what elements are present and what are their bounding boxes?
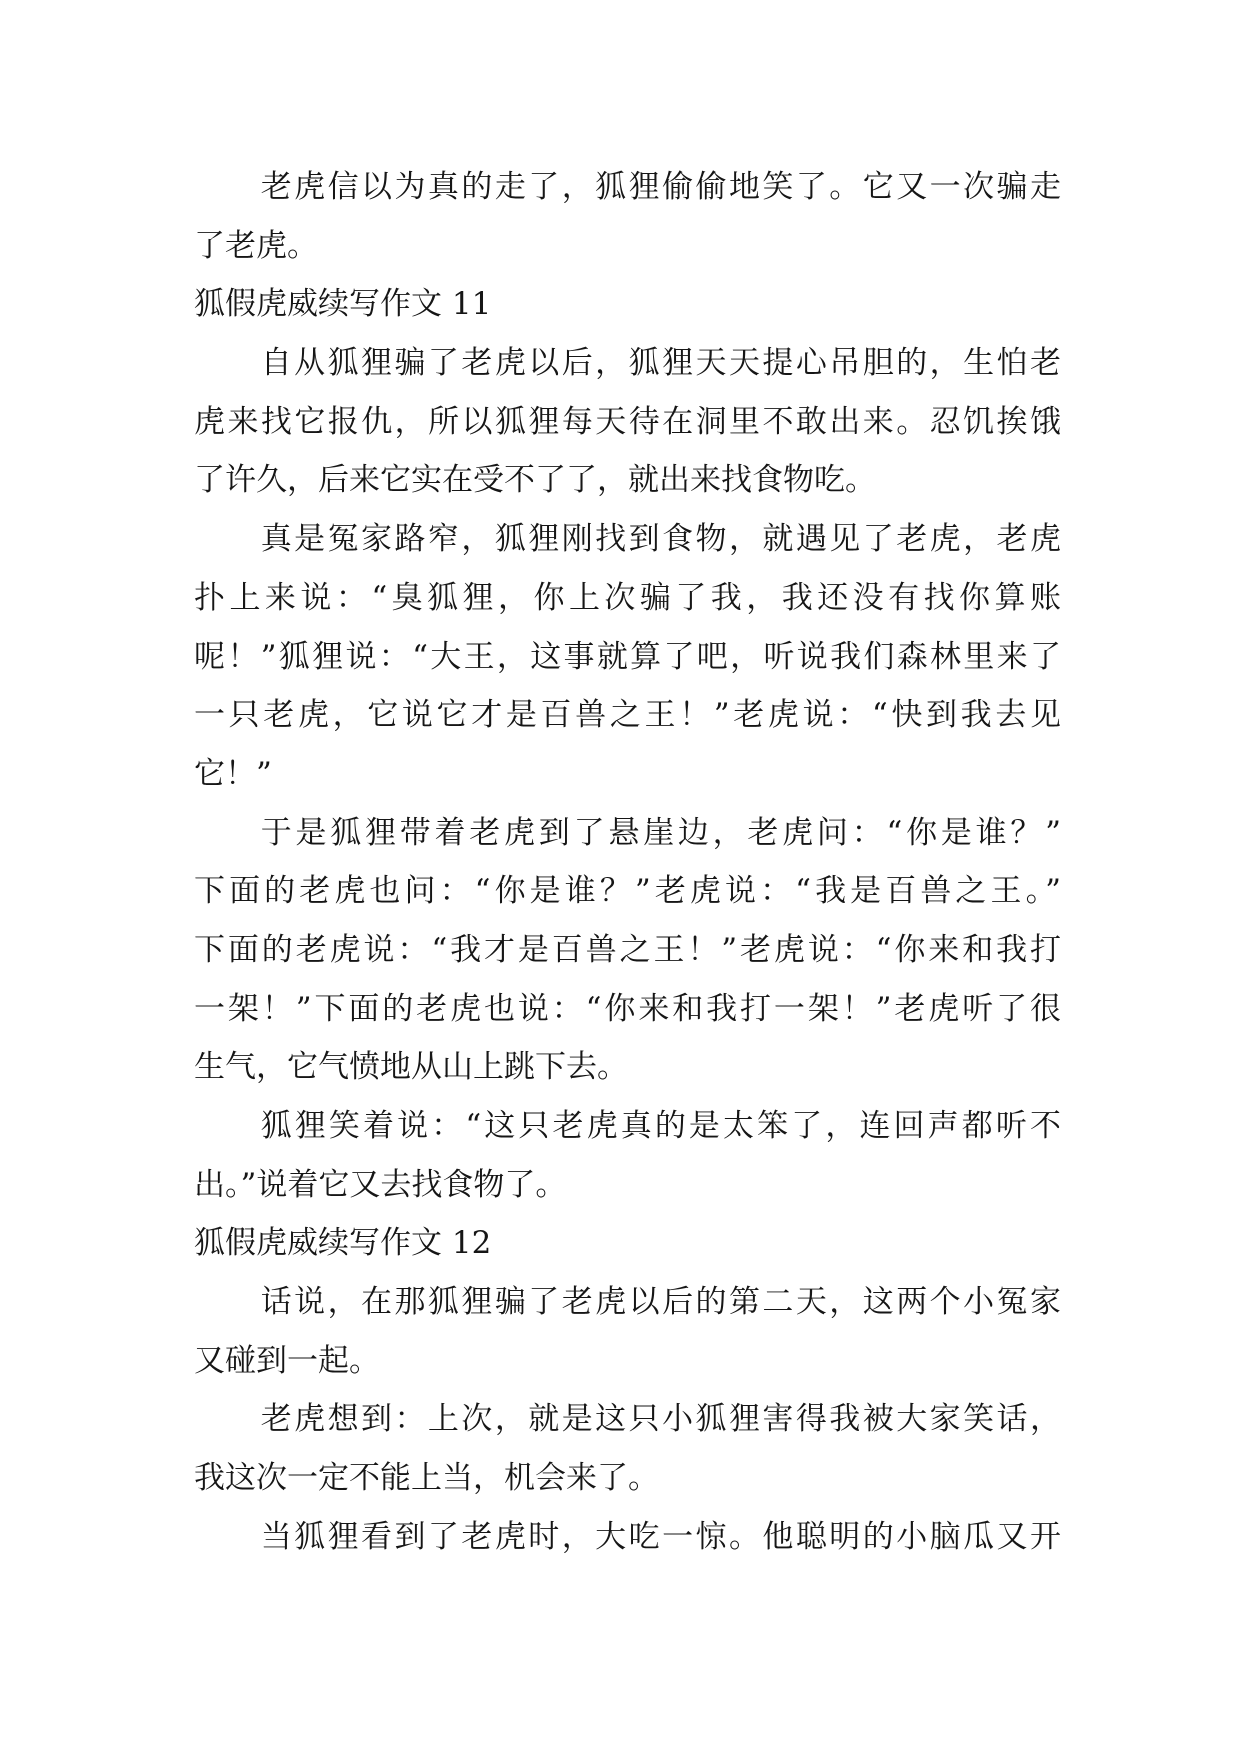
text-line: 生气，它气愤地从山上跳下去。 <box>194 1049 628 1086</box>
text-line: 老虎信以为真的走了，狐狸偷偷地笑了。它又一次骗走 <box>260 169 1061 205</box>
text-line: 虎来找它报仇，所以狐狸每天待在洞里不敢出来。忍饥挨饿 <box>194 403 1061 440</box>
text-line: 出。”说着它又去找食物了。 <box>194 1166 567 1203</box>
paragraph <box>194 158 1061 275</box>
text-line: 一架！”下面的老虎也说：“你来和我打一架！”老虎听了很 <box>194 990 1061 1027</box>
paragraph <box>194 1273 1061 1390</box>
text-line: 又碰到一起。 <box>194 1342 380 1379</box>
text-line: 老虎想到：上次，就是这只小狐狸害得我被大家笑话， <box>260 1401 1061 1438</box>
text-line: 当狐狸看到了老虎时，大吃一惊。他聪明的小脑瓜又开 <box>260 1518 1061 1555</box>
section-heading: 狐假虎威续写作文 11 <box>194 286 492 323</box>
text-line: 于是狐狸带着老虎到了悬崖边，老虎问：“你是谁？” <box>260 814 1061 851</box>
paragraph <box>194 334 1061 510</box>
text-line: 它！” <box>194 755 272 792</box>
section-heading: 狐假虎威续写作文 12 <box>194 1225 492 1262</box>
paragraph <box>194 510 1061 803</box>
text-line: 下面的老虎也问：“你是谁？”老虎说：“我是百兽之王。” <box>194 873 1061 910</box>
text-line: 了许久，后来它实在受不了了，就出来找食物吃。 <box>194 462 876 499</box>
paragraph <box>194 1508 1061 1567</box>
document-body <box>194 158 1061 1567</box>
text-line: 自从狐狸骗了老虎以后，狐狸天天提心吊胆的，生怕老 <box>260 345 1061 382</box>
text-line: 呢！”狐狸说：“大王，这事就算了吧，听说我们森林里来了 <box>194 638 1061 675</box>
text-line: 狐狸笑着说：“这只老虎真的是太笨了，连回声都听不 <box>260 1108 1061 1144</box>
text-line: 我这次一定不能上当，机会来了。 <box>194 1460 659 1497</box>
text-line: 一只老虎，它说它才是百兽之王！”老虎说：“快到我去见 <box>194 697 1061 734</box>
paragraph <box>194 1097 1061 1214</box>
text-line: 扑上来说：“臭狐狸，你上次骗了我，我还没有找你算账 <box>194 579 1061 616</box>
paragraph <box>194 804 1061 1097</box>
text-line: 了老虎。 <box>194 227 318 264</box>
paragraph <box>194 1390 1061 1507</box>
text-line: 真是冤家路窄，狐狸刚找到食物，就遇见了老虎，老虎 <box>260 521 1061 558</box>
text-line: 下面的老虎说：“我才是百兽之王！”老虎说：“你来和我打 <box>194 931 1061 968</box>
text-line: 话说，在那狐狸骗了老虎以后的第二天，这两个小冤家 <box>260 1284 1061 1321</box>
